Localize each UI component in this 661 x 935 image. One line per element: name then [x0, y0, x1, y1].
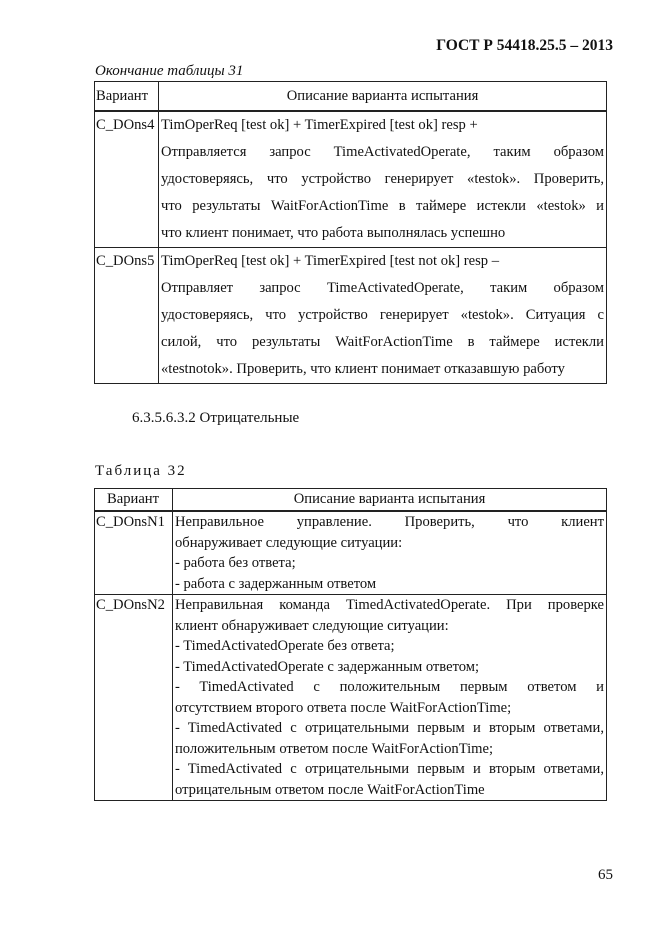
table-row [95, 248, 607, 384]
column-header-description: Описание варианта испытания [173, 489, 607, 512]
description-line: - работа с задержанным ответом [175, 575, 377, 592]
description-line: отрицательным ответом после WaitForActionTime [175, 781, 485, 798]
description-line: TimOperReq [test ok] + TimerExpired [test ok] resp + [161, 117, 478, 133]
description-line: TimOperReq [test ok] + TimerExpired [test not ok] resp – [161, 253, 500, 269]
description-line: - работа без ответа; [175, 555, 296, 571]
document-header: ГОСТ Р 54418.25.5 – 2013 [436, 37, 613, 54]
description-line: удостоверяясь, что устройство генерирует «testok». Ситуация с [161, 307, 604, 323]
column-header-description: Описание варианта испытания [159, 82, 607, 112]
description-line: - TimedActivated с положительным первым ответом и [175, 679, 604, 695]
table-31-caption: Окончание таблицы 31 [95, 63, 244, 79]
description-line: силой, что результаты WaitForActionTime в таймере истекли [161, 334, 604, 350]
table-header-row [95, 82, 607, 112]
description-cell [173, 511, 607, 595]
section-heading: 6.3.5.6.3.2 Отрицательные [132, 410, 300, 426]
description-line: - TimedActivatedOperate без ответа; [175, 638, 395, 654]
description-line: обнаруживает следующие ситуации: [175, 534, 403, 551]
description-line: Отправляет запрос TimeActivatedOperate, таким образом [161, 280, 604, 296]
table-31 [94, 81, 607, 384]
description-cell [173, 595, 607, 801]
table-row [95, 511, 607, 595]
description-line: положительным ответом после WaitForActionTime; [175, 740, 494, 757]
description-line: - TimedActivated с отрицательными первым и вторым ответами, [175, 720, 604, 736]
description-line: отсутствием второго ответа после WaitForActionTime; [175, 699, 512, 716]
column-header-variant: Вариант [95, 82, 159, 112]
description-line: Отправляется запрос TimeActivatedOperate, таким образом [161, 144, 604, 160]
description-line: что результаты WaitForActionTime в таймере истекли «testok» и [161, 198, 604, 214]
description-line: удостоверяясь, что устройство генерирует «testok». Проверить, [161, 171, 604, 187]
variant-cell: C_DOnsN1 [95, 511, 173, 595]
variant-cell: C_DOnsN2 [95, 595, 173, 801]
description-cell [159, 248, 607, 384]
page-number: 65 [598, 867, 613, 883]
variant-cell: C_DOns4 [95, 111, 159, 248]
variant-cell: C_DOns5 [95, 248, 159, 384]
description-cell [159, 111, 607, 248]
description-line: - TimedActivatedOperate с задержанным ответом; [175, 658, 480, 675]
description-line: что клиент понимает, что работа выполнялась успешно [161, 225, 506, 241]
table-32-title: Таблица 32 [95, 463, 187, 479]
table-32 [94, 488, 607, 801]
table-header-row [95, 489, 607, 512]
column-header-variant: Вариант [95, 489, 173, 512]
description-line: клиент обнаруживает следующие ситуации: [175, 617, 449, 634]
description-line: - TimedActivated с отрицательными первым и вторым ответами, [175, 761, 604, 777]
table-row [95, 111, 607, 248]
table-row [95, 595, 607, 801]
description-line: Неправильное управление. Проверить, что клиент [175, 514, 604, 530]
description-line: Неправильная команда TimedActivatedOperate. При проверке [175, 597, 604, 613]
description-line: «testnotok». Проверить, что клиент понимает отказавшую работу [161, 361, 565, 377]
